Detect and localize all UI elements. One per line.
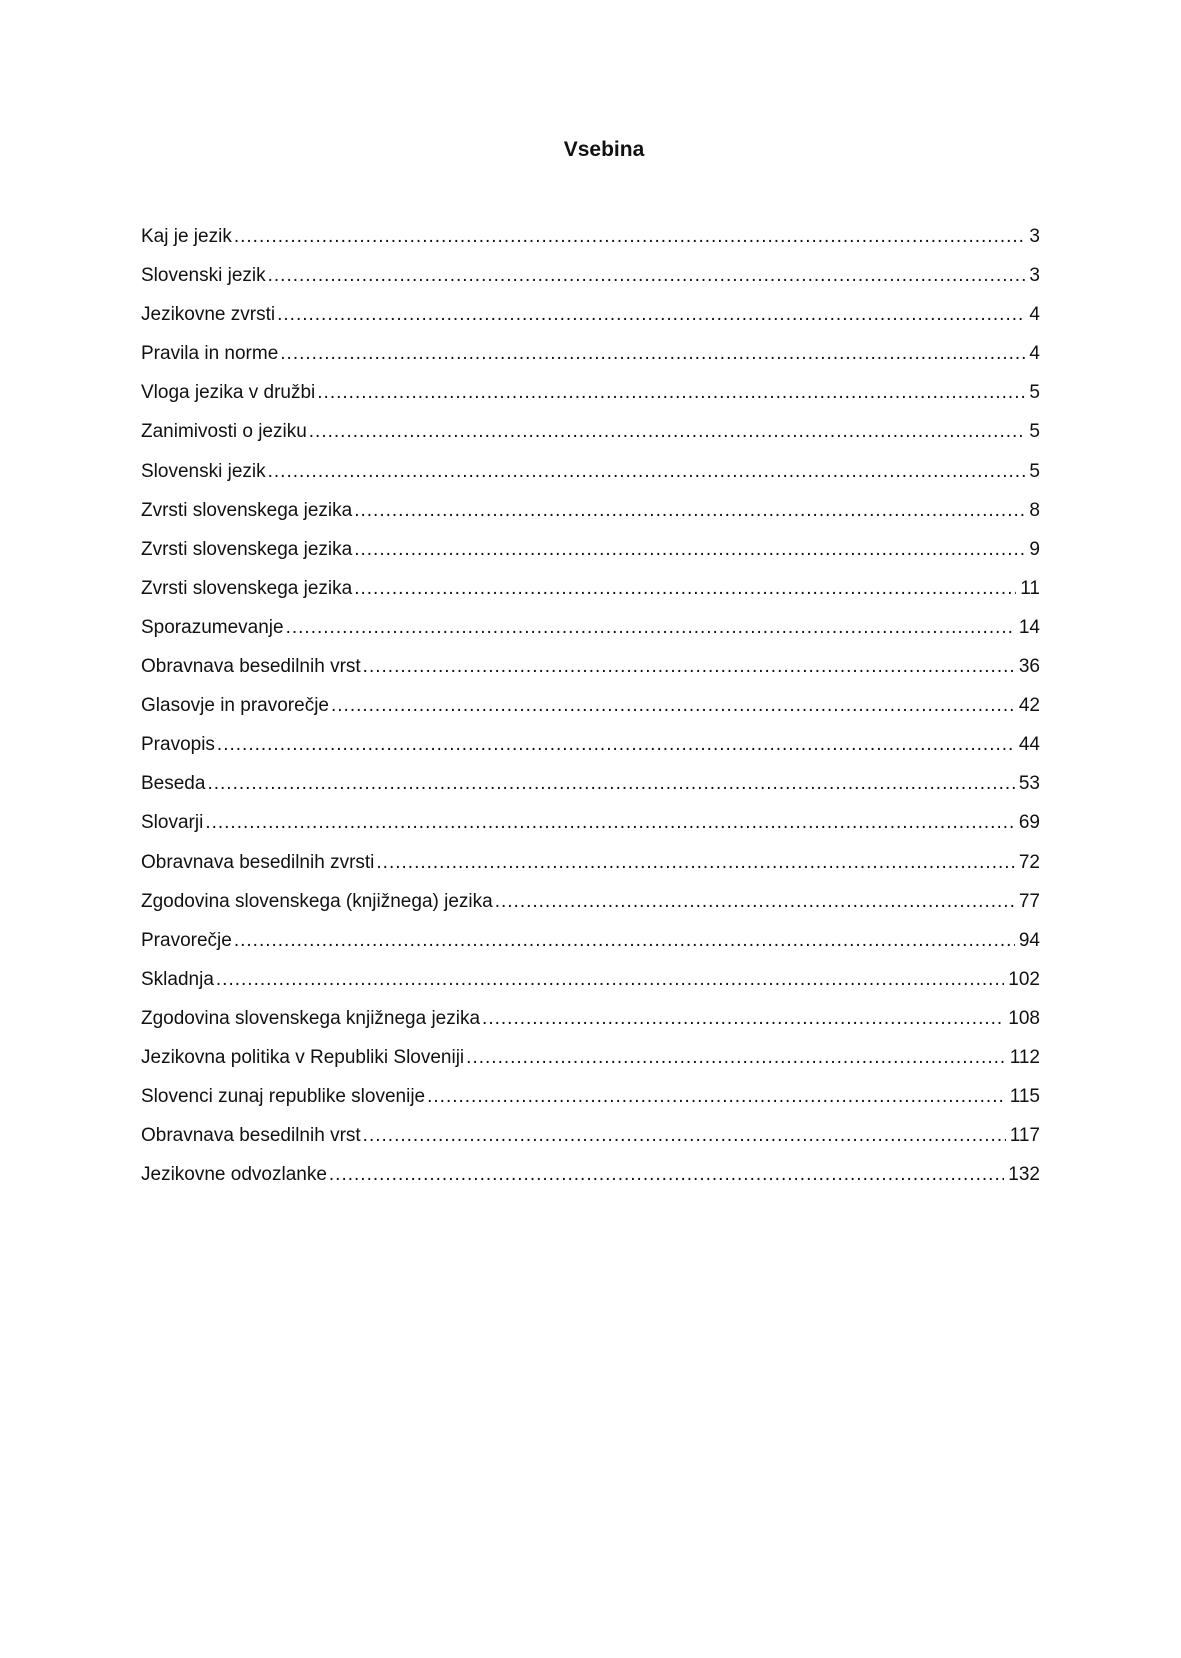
toc-entry-page: 8	[1029, 499, 1040, 521]
toc-entry[interactable]	[141, 852, 1040, 891]
dot-leader	[317, 382, 1025, 404]
dot-leader	[309, 421, 1026, 443]
toc-entry-page: 9	[1029, 538, 1040, 560]
dot-leader	[329, 1164, 1004, 1186]
toc-entry-label: Obravnava besedilnih vrst	[141, 656, 361, 678]
toc-entry-page: 77	[1018, 890, 1040, 912]
toc-entry[interactable]	[141, 578, 1040, 617]
toc-entry-page: 4	[1029, 304, 1040, 326]
dot-leader	[482, 1008, 1004, 1030]
toc-entry[interactable]	[141, 656, 1040, 695]
toc-entry[interactable]	[141, 1125, 1040, 1164]
toc-entry-label: Skladnja	[141, 968, 214, 990]
toc-entry[interactable]	[141, 930, 1040, 969]
toc-entry[interactable]	[141, 1164, 1040, 1203]
toc-entry-label: Jezikovne zvrsti	[141, 304, 276, 326]
dot-leader	[495, 891, 1015, 913]
toc-entry-label: Zvrsti slovenskega jezika	[141, 577, 353, 599]
toc-entry[interactable]	[141, 382, 1040, 421]
toc-entry-label: Kaj je jezik	[141, 226, 232, 247]
dot-leader	[286, 617, 1015, 639]
toc-entry-page: 69	[1018, 812, 1040, 834]
dot-leader	[268, 265, 1026, 287]
toc-entry[interactable]	[141, 265, 1040, 304]
toc-entry[interactable]	[141, 891, 1040, 930]
toc-entry-page: 4	[1029, 343, 1040, 365]
dot-leader	[234, 226, 1026, 248]
toc-entry[interactable]	[141, 539, 1040, 578]
toc-entry-label: Pravopis	[141, 734, 215, 756]
toc-entry[interactable]	[141, 304, 1040, 343]
toc-entry-page: 5	[1029, 421, 1040, 443]
toc-entry[interactable]	[141, 461, 1040, 500]
toc-entry[interactable]	[141, 226, 1040, 265]
dot-leader	[207, 773, 1014, 795]
dot-leader	[354, 578, 1016, 600]
toc-entry[interactable]	[141, 773, 1040, 812]
dot-leader	[217, 734, 1015, 756]
toc-entry-label: Sporazumevanje	[141, 616, 284, 638]
toc-entry[interactable]	[141, 812, 1040, 851]
toc-entry-page: 11	[1020, 577, 1040, 599]
toc-entry-page: 5	[1029, 460, 1040, 482]
toc-entry-label: Slovenci zunaj republike slovenije	[141, 1086, 426, 1108]
toc-entry-label: Vloga jezika v družbi	[141, 382, 316, 404]
toc-entry-page: 3	[1029, 265, 1040, 287]
toc-entry-label: Glasovje in pravorečje	[141, 695, 329, 717]
toc-entry-label: Slovenski jezik	[141, 265, 266, 287]
toc-entry[interactable]	[141, 343, 1040, 382]
toc-entry-page: 132	[1008, 1164, 1040, 1186]
toc-entry-label: Zgodovina slovenskega (knjižnega) jezika	[141, 890, 493, 912]
dot-leader	[466, 1047, 1006, 1069]
toc-entry-page: 36	[1018, 656, 1040, 678]
toc-entry-page: 44	[1018, 734, 1040, 756]
toc-entry[interactable]	[141, 734, 1040, 773]
toc-entry-label: Obravnava besedilnih zvrsti	[141, 851, 375, 873]
toc-entry-page: 53	[1018, 773, 1040, 795]
dot-leader	[376, 852, 1014, 874]
dot-leader	[354, 539, 1025, 561]
toc-entry-label: Slovarji	[141, 812, 204, 834]
toc-entry-label: Pravila in norme	[141, 343, 279, 365]
toc-entry-page: 42	[1018, 695, 1040, 717]
toc-entry-page: 115	[1009, 1086, 1040, 1108]
toc-entry-label: Zvrsti slovenskega jezika	[141, 499, 353, 521]
toc-entry-page: 108	[1008, 1007, 1040, 1029]
toc-entry-page: 14	[1018, 616, 1040, 638]
dot-leader	[234, 930, 1015, 952]
toc-entry[interactable]	[141, 617, 1040, 656]
toc-entry-label: Zgodovina slovenskega knjižnega jezika	[141, 1007, 481, 1029]
dot-leader	[354, 500, 1025, 522]
toc-entry[interactable]	[141, 1008, 1040, 1047]
toc-entry-page: 102	[1008, 968, 1040, 990]
dot-leader	[280, 343, 1025, 365]
toc-entry-page: 3	[1029, 226, 1040, 247]
toc-entry-page: 112	[1009, 1046, 1040, 1068]
toc-entry[interactable]	[141, 695, 1040, 734]
toc-entry-label: Zanimivosti o jeziku	[141, 421, 307, 443]
toc-entry-label: Obravnava besedilnih vrst	[141, 1125, 361, 1147]
table-of-contents	[141, 226, 1040, 1203]
toc-entry-page: 72	[1018, 851, 1040, 873]
dot-leader	[277, 304, 1025, 326]
toc-entry-page: 117	[1009, 1125, 1040, 1147]
dot-leader	[427, 1086, 1006, 1108]
toc-entry[interactable]	[141, 1086, 1040, 1125]
toc-entry-page: 94	[1018, 929, 1040, 951]
toc-entry[interactable]	[141, 421, 1040, 460]
toc-entry[interactable]	[141, 1047, 1040, 1086]
dot-leader	[268, 461, 1026, 483]
toc-entry-page: 5	[1029, 382, 1040, 404]
toc-entry-label: Jezikovne odvozlanke	[141, 1164, 327, 1186]
toc-entry-label: Zvrsti slovenskega jezika	[141, 538, 353, 560]
toc-entry-label: Slovenski jezik	[141, 460, 266, 482]
dot-leader	[363, 1125, 1006, 1147]
toc-entry-label: Beseda	[141, 773, 206, 795]
toc-entry-label: Pravorečje	[141, 929, 232, 951]
toc-title: Vsebina	[563, 138, 645, 161]
toc-entry-label: Jezikovna politika v Republiki Sloveniji	[141, 1046, 465, 1068]
toc-entry[interactable]	[141, 969, 1040, 1008]
dot-leader	[216, 969, 1004, 991]
dot-leader	[205, 812, 1015, 834]
dot-leader	[363, 656, 1015, 678]
toc-entry[interactable]	[141, 500, 1040, 539]
dot-leader	[331, 695, 1015, 717]
